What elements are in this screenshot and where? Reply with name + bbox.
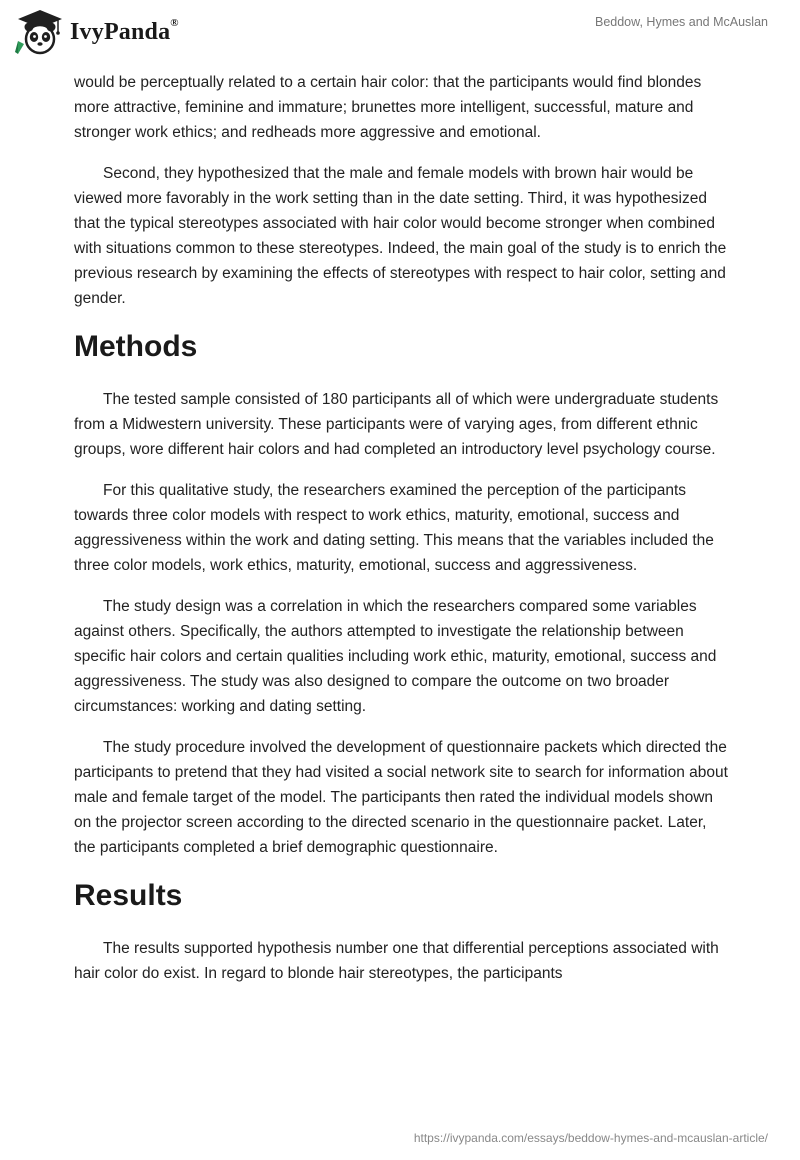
ivypanda-logo[interactable] (14, 8, 179, 56)
page-header (0, 0, 800, 64)
paragraph-procedure: The study procedure involved the development of questionnaire packets which directed the participants to pretend that they had visited a social network site to search for information about male and female target of the model. The participants then rated the individual models shown on the projector screen according to the directed scenario in the questionnaire packet. Later, the participants completed a brief demographic questionnaire. (74, 739, 728, 856)
results-heading: Results (74, 879, 183, 912)
source-url-link[interactable]: https://ivypanda.com/essays/beddow-hymes-and-mcauslan-article/ (413, 1131, 768, 1145)
panda-graduate-icon (14, 8, 66, 56)
running-title: Beddow, Hymes and McAuslan (594, 15, 768, 29)
paragraph-results: The results supported hypothesis number one that differential perceptions associated with hair color do exist. In regard to blonde hair stereotypes, the participants (74, 940, 719, 982)
methods-heading: Methods (74, 330, 198, 363)
paragraph-hypotheses: Second, they hypothesized that the male and female models with brown hair would be viewed more favorably in the work setting than in the date setting. Third, it was hypothesized that the typical stereotypes associated with hair color would become stronger when combined with situations common to these stereotypes. Indeed, the main goal of the study is to enrich the previous research by examining the effects of stereotypes with respect to hair color, setting and gender. (74, 165, 727, 307)
paragraph-hypothesis-continued: would be perceptually related to a certain hair color: that the participants would find blondes more attractive, feminine and immature; brunettes more intelligent, successful, mature and stronger work ethics; and redheads more aggressive and emotional. (74, 74, 702, 141)
article-body (74, 70, 730, 1002)
paragraph-variables: For this qualitative study, the researchers examined the perception of the participants towards three color models with respect to work ethics, maturity, emotional, success and aggressiveness within the work and dating setting. This means that the variables included the three color models, work ethics, maturity, emotional, success and aggressiveness. (74, 482, 714, 574)
brand-name-text: IvyPanda (70, 18, 171, 45)
paragraph-sample: The tested sample consisted of 180 participants all of which were undergraduate students from a Midwestern university. These participants were of varying ages, from different ethnic groups, wore different hair colors and had completed an introductory level psychology course. (74, 391, 719, 458)
brand-name (70, 16, 179, 46)
paragraph-design: The study design was a correlation in which the researchers compared some variables against others. Specifically, the authors attempted to investigate the relationship between specific hair colors and certain qualities including work ethic, maturity, emotional, success and aggressiveness. The study was also designed to compare the outcome on two broader circumstances: working and dating setting. (74, 598, 717, 715)
registered-mark: ® (170, 16, 179, 29)
